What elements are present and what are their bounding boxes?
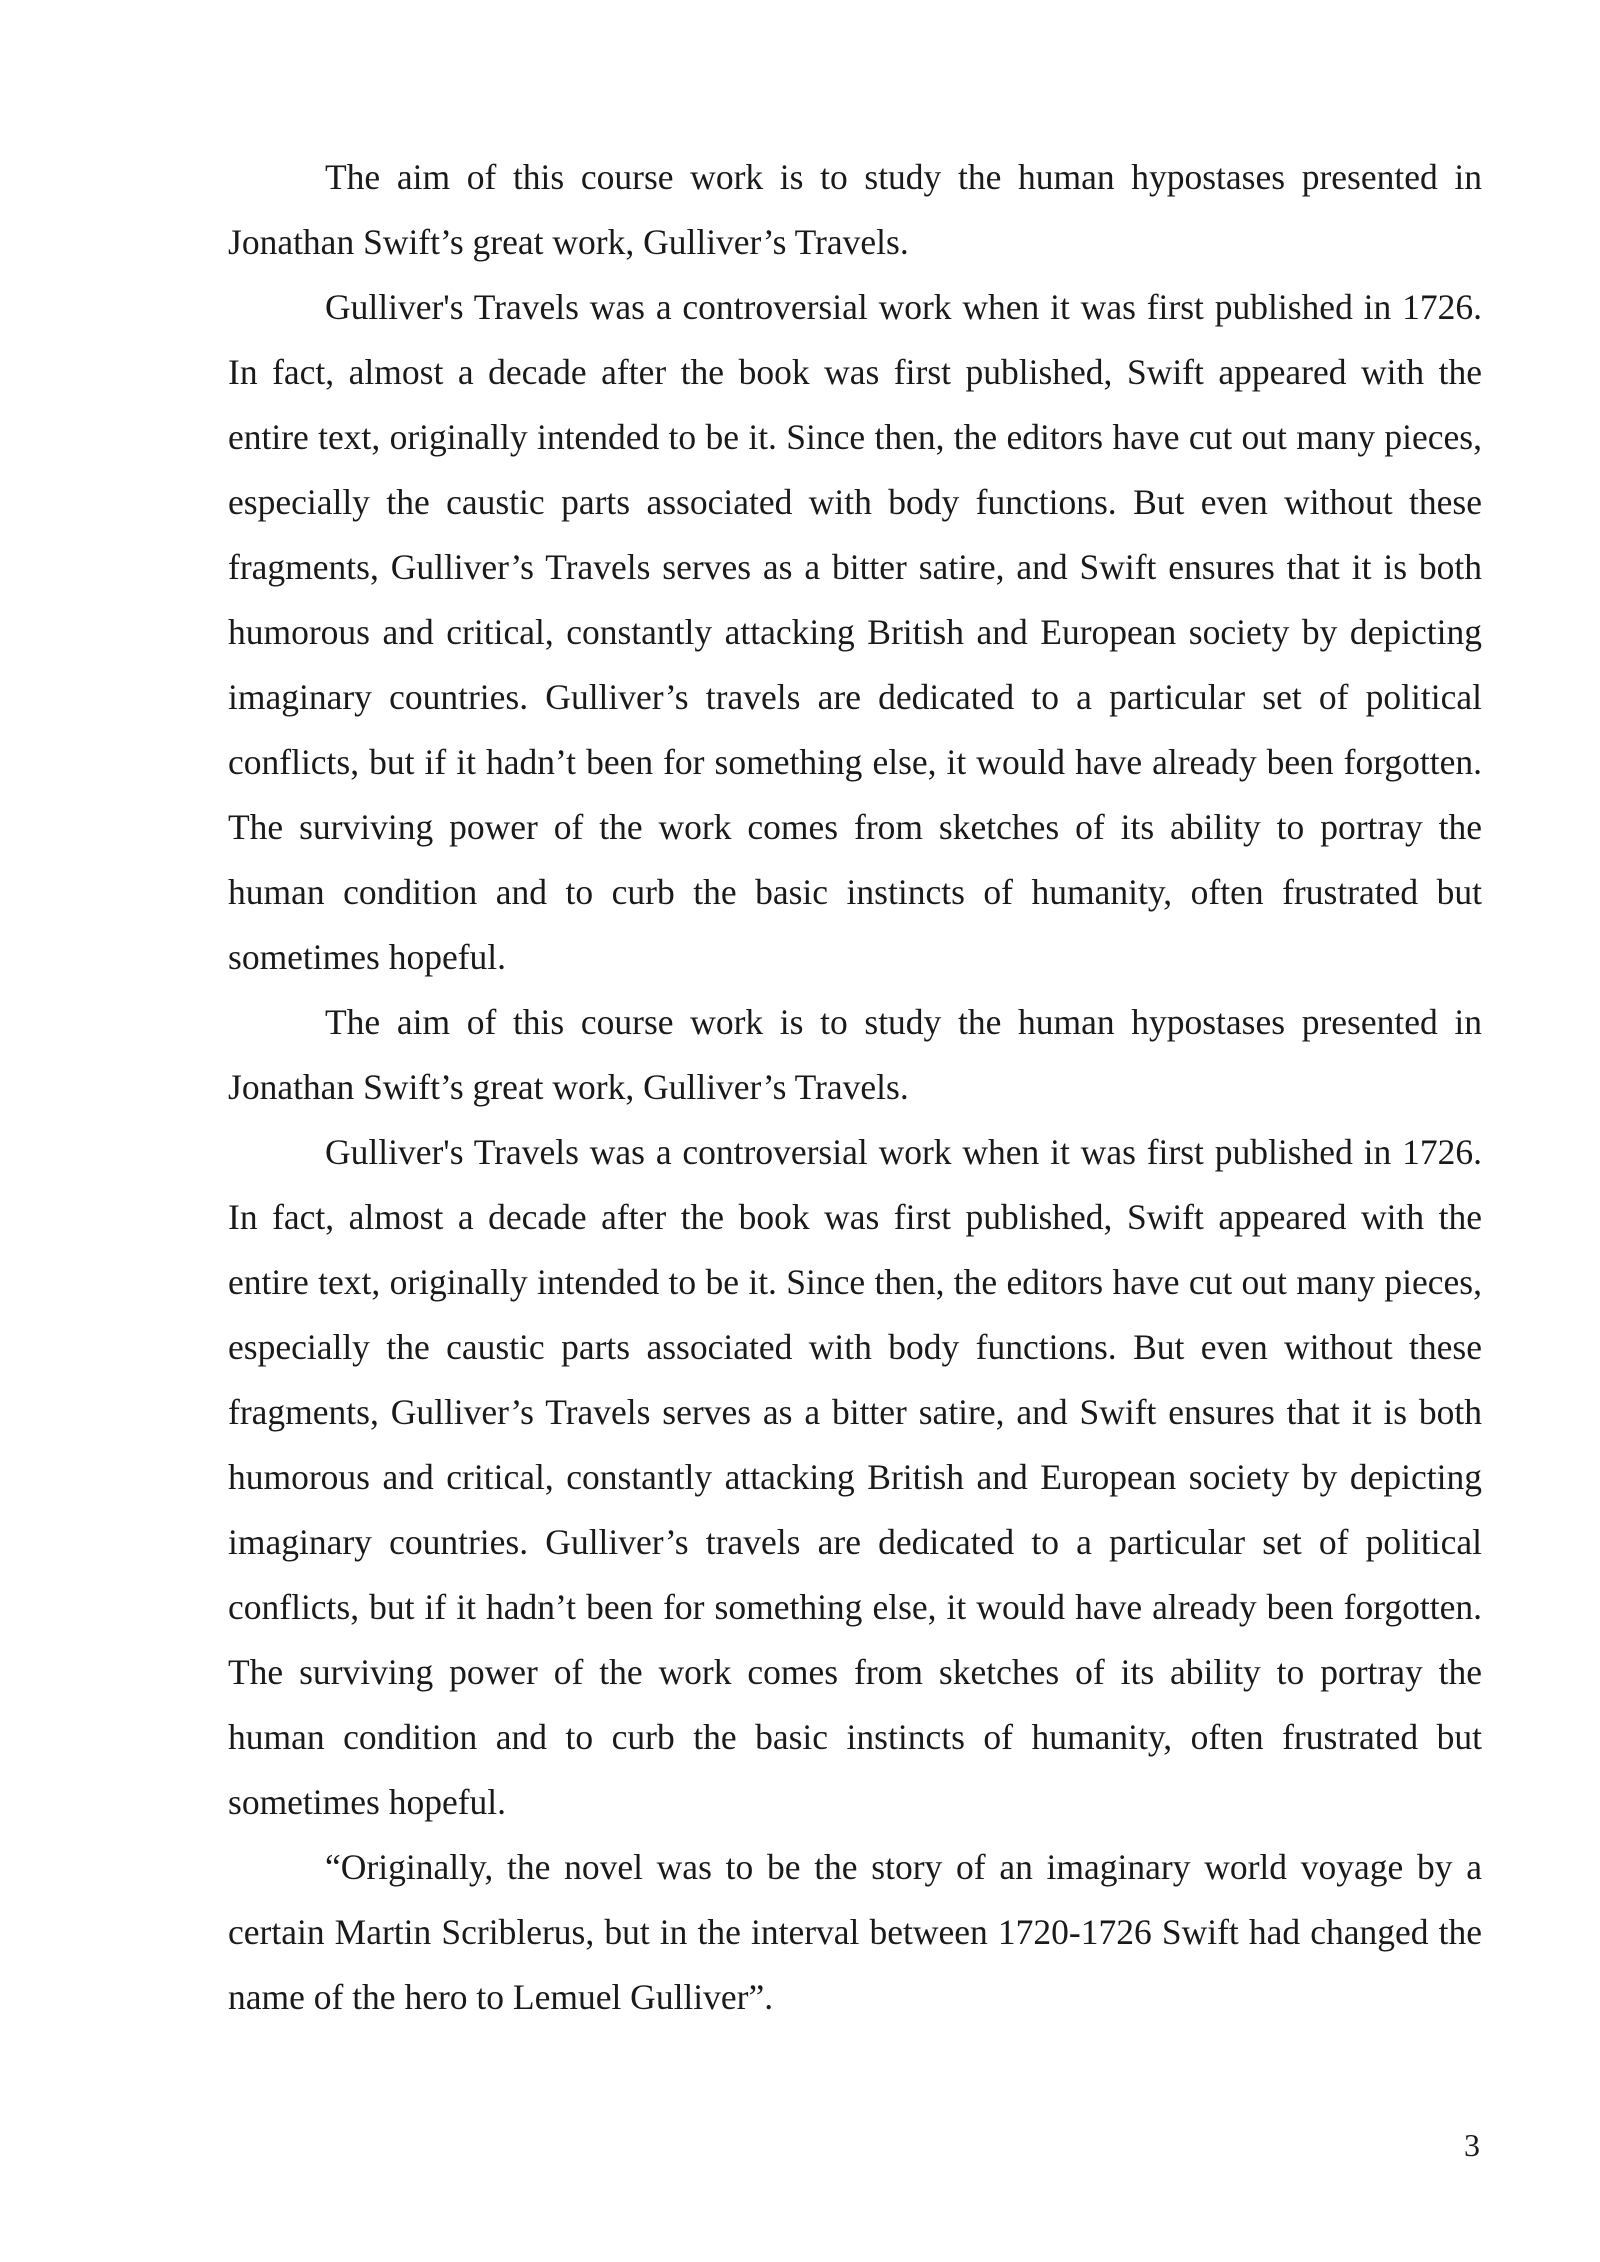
paragraph-controversy-2: Gulliver's Travels was a controversial work when it was first published in 1726. In fact, almost a decade after the book was first published, Swift appeared with the entire text, originally intended to be it. Since then, the editors have cut out many pieces, especially the caustic parts associated with body functions. But even without these fragments, Gulliver’s Travels serves as a bitter satire, and Swift ensures that it is both humorous and critical, constantly attacking British and European society by depicting imaginary countries. Gulliver’s travels are dedicated to a particular set of political conflicts, but if it hadn’t been for something else, it would have already been forgotten. The surviving power of the work comes from sketches of its ability to portray the human condition and to curb the basic instincts of humanity, often frustrated but sometimes hopeful. bbox=[228, 1132, 1482, 1822]
paragraph-aim-2: The aim of this course work is to study the human hypostases presented in Jonathan Swift’s great work, Gulliver’s Travels. bbox=[228, 1002, 1482, 1107]
paragraph-aim-1: The aim of this course work is to study the human hypostases presented in Jonathan Swift’s great work, Gulliver’s Travels. bbox=[228, 157, 1482, 262]
paragraph-quote: “Originally, the novel was to be the story of an imaginary world voyage by a certain Martin Scriblerus, but in the interval between 1720-1726 Swift had changed the name of the hero to Lemuel Gulliver”. bbox=[228, 1847, 1482, 2017]
paragraph-controversy-1: Gulliver's Travels was a controversial work when it was first published in 1726. In fact, almost a decade after the book was first published, Swift appeared with the entire text, originally intended to be it. Since then, the editors have cut out many pieces, especially the caustic parts associated with body functions. But even without these fragments, Gulliver’s Travels serves as a bitter satire, and Swift ensures that it is both humorous and critical, constantly attacking British and European society by depicting imaginary countries. Gulliver’s travels are dedicated to a particular set of political conflicts, but if it hadn’t been for something else, it would have already been forgotten. The surviving power of the work comes from sketches of its ability to portray the human condition and to curb the basic instincts of humanity, often frustrated but sometimes hopeful. bbox=[228, 287, 1482, 977]
page-number: 3 bbox=[1464, 2127, 1480, 2163]
document-body bbox=[228, 145, 1482, 2030]
